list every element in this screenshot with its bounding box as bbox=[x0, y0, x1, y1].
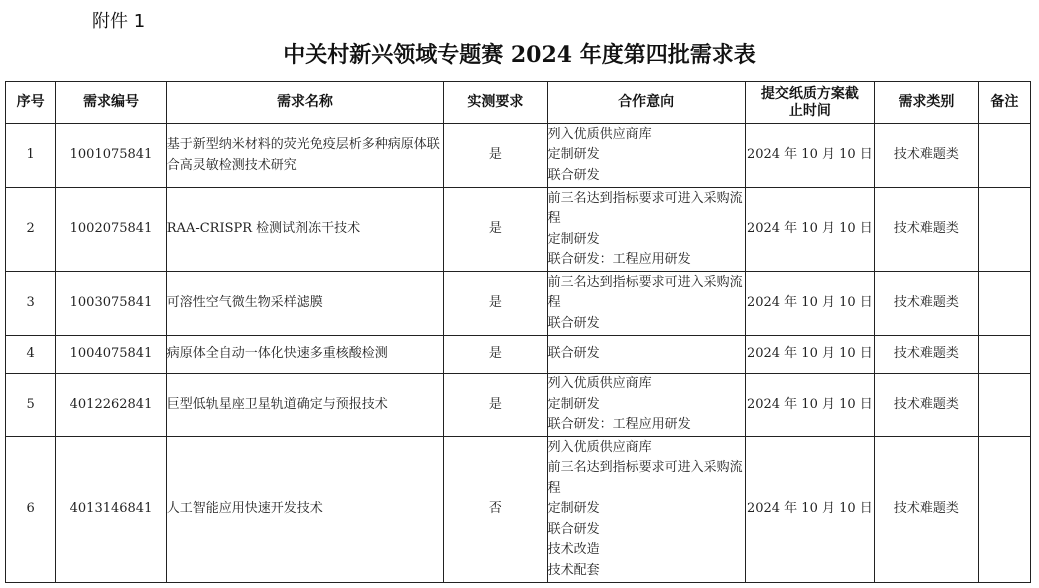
cooperation-item: 列入优质供应商库 bbox=[547, 439, 652, 455]
cell-deadline: 2024 年 10 月 10 日 bbox=[745, 374, 875, 437]
table-row bbox=[6, 124, 1031, 188]
cell-cooperation bbox=[547, 437, 745, 583]
header-testing: 实测要求 bbox=[444, 82, 548, 124]
cell-deadline: 2024 年 10 月 10 日 bbox=[745, 124, 875, 188]
cooperation-item: 定制研发 bbox=[547, 231, 600, 247]
cooperation-item: 联合研发 bbox=[547, 167, 600, 183]
cell-index: 2 bbox=[6, 188, 56, 272]
cell-index: 6 bbox=[6, 437, 56, 583]
cell-category: 技术难题类 bbox=[875, 336, 979, 374]
cooperation-item: 联合研发：工程应用研发 bbox=[547, 417, 691, 433]
cell-testing: 是 bbox=[444, 188, 548, 272]
cell-category: 技术难题类 bbox=[875, 437, 979, 583]
cell-name: 巨型低轨星座卫星轨道确定与预报技术 bbox=[166, 374, 443, 437]
cell-remark bbox=[978, 374, 1030, 437]
cooperation-item: 前三名达到指标要求可进入采购流程 bbox=[547, 190, 743, 226]
cell-testing: 是 bbox=[444, 124, 548, 188]
header-index: 序号 bbox=[6, 82, 56, 124]
cell-index: 4 bbox=[6, 336, 56, 374]
cell-deadline: 2024 年 10 月 10 日 bbox=[745, 336, 875, 374]
cooperation-item: 联合研发 bbox=[547, 521, 600, 537]
cell-code: 4012262841 bbox=[56, 374, 167, 437]
cell-category: 技术难题类 bbox=[875, 124, 979, 188]
cooperation-item: 定制研发 bbox=[547, 147, 600, 163]
cell-deadline: 2024 年 10 月 10 日 bbox=[745, 188, 875, 272]
cell-code: 1003075841 bbox=[56, 272, 167, 336]
cooperation-item: 技术配套 bbox=[547, 562, 600, 578]
header-code: 需求编号 bbox=[56, 82, 167, 124]
table-row bbox=[6, 437, 1031, 583]
header-remark: 备注 bbox=[978, 82, 1030, 124]
cell-index: 1 bbox=[6, 124, 56, 188]
cell-deadline: 2024 年 10 月 10 日 bbox=[745, 437, 875, 583]
header-name: 需求名称 bbox=[166, 82, 443, 124]
cooperation-item: 联合研发 bbox=[547, 315, 600, 331]
cell-remark bbox=[978, 437, 1030, 583]
cooperation-item: 技术改造 bbox=[547, 542, 600, 558]
cell-cooperation bbox=[547, 374, 745, 437]
cell-testing: 是 bbox=[444, 374, 548, 437]
header-cooperation: 合作意向 bbox=[547, 82, 745, 124]
cooperation-item: 联合研发 bbox=[547, 346, 600, 362]
cell-code: 4013146841 bbox=[56, 437, 167, 583]
cell-category: 技术难题类 bbox=[875, 272, 979, 336]
cell-remark bbox=[978, 336, 1030, 374]
cooperation-item: 前三名达到指标要求可进入采购流程 bbox=[547, 460, 743, 496]
cell-code: 1004075841 bbox=[56, 336, 167, 374]
cell-name: 人工智能应用快速开发技术 bbox=[166, 437, 443, 583]
table-row bbox=[6, 336, 1031, 374]
cell-category: 技术难题类 bbox=[875, 188, 979, 272]
cell-cooperation bbox=[547, 124, 745, 188]
cooperation-item: 联合研发：工程应用研发 bbox=[547, 252, 691, 267]
cell-index: 5 bbox=[6, 374, 56, 437]
cell-testing: 是 bbox=[444, 272, 548, 336]
attachment-label: 附件 1 bbox=[92, 11, 146, 32]
document-title: 中关村新兴领域专题赛 2024 年度第四批需求表 bbox=[283, 42, 756, 68]
cell-testing: 否 bbox=[444, 437, 548, 583]
cell-name: 可溶性空气微生物采样滤膜 bbox=[166, 272, 443, 336]
cell-category: 技术难题类 bbox=[875, 374, 979, 437]
cooperation-item: 列入优质供应商库 bbox=[547, 376, 652, 392]
table-row bbox=[6, 374, 1031, 437]
cell-name: 基于新型纳米材料的荧光免疫层析多种病原体联合高灵敏检测技术研究 bbox=[166, 124, 443, 188]
cell-testing: 是 bbox=[444, 336, 548, 374]
cell-code: 1002075841 bbox=[56, 188, 167, 272]
cell-cooperation bbox=[547, 272, 745, 336]
cooperation-item: 前三名达到指标要求可进入采购流程 bbox=[547, 274, 743, 311]
cell-remark bbox=[978, 124, 1030, 188]
table-header-row bbox=[6, 82, 1031, 124]
cell-remark bbox=[978, 188, 1030, 272]
cell-deadline: 2024 年 10 月 10 日 bbox=[745, 272, 875, 336]
cell-name: 病原体全自动一体化快速多重核酸检测 bbox=[166, 336, 443, 374]
header-deadline: 提交纸质方案截止时间 bbox=[745, 82, 875, 124]
table-row bbox=[6, 188, 1031, 272]
cell-cooperation bbox=[547, 188, 745, 272]
cell-remark bbox=[978, 272, 1030, 336]
cell-name: RAA-CRISPR 检测试剂冻干技术 bbox=[166, 188, 443, 272]
cell-cooperation bbox=[547, 336, 745, 374]
cooperation-item: 定制研发 bbox=[547, 501, 600, 517]
cooperation-item: 列入优质供应商库 bbox=[547, 126, 652, 142]
cell-code: 1001075841 bbox=[56, 124, 167, 188]
table-row bbox=[6, 272, 1031, 336]
cooperation-item: 定制研发 bbox=[547, 396, 600, 412]
cell-index: 3 bbox=[6, 272, 56, 336]
requirements-table bbox=[5, 81, 1031, 583]
header-category: 需求类别 bbox=[875, 82, 979, 124]
